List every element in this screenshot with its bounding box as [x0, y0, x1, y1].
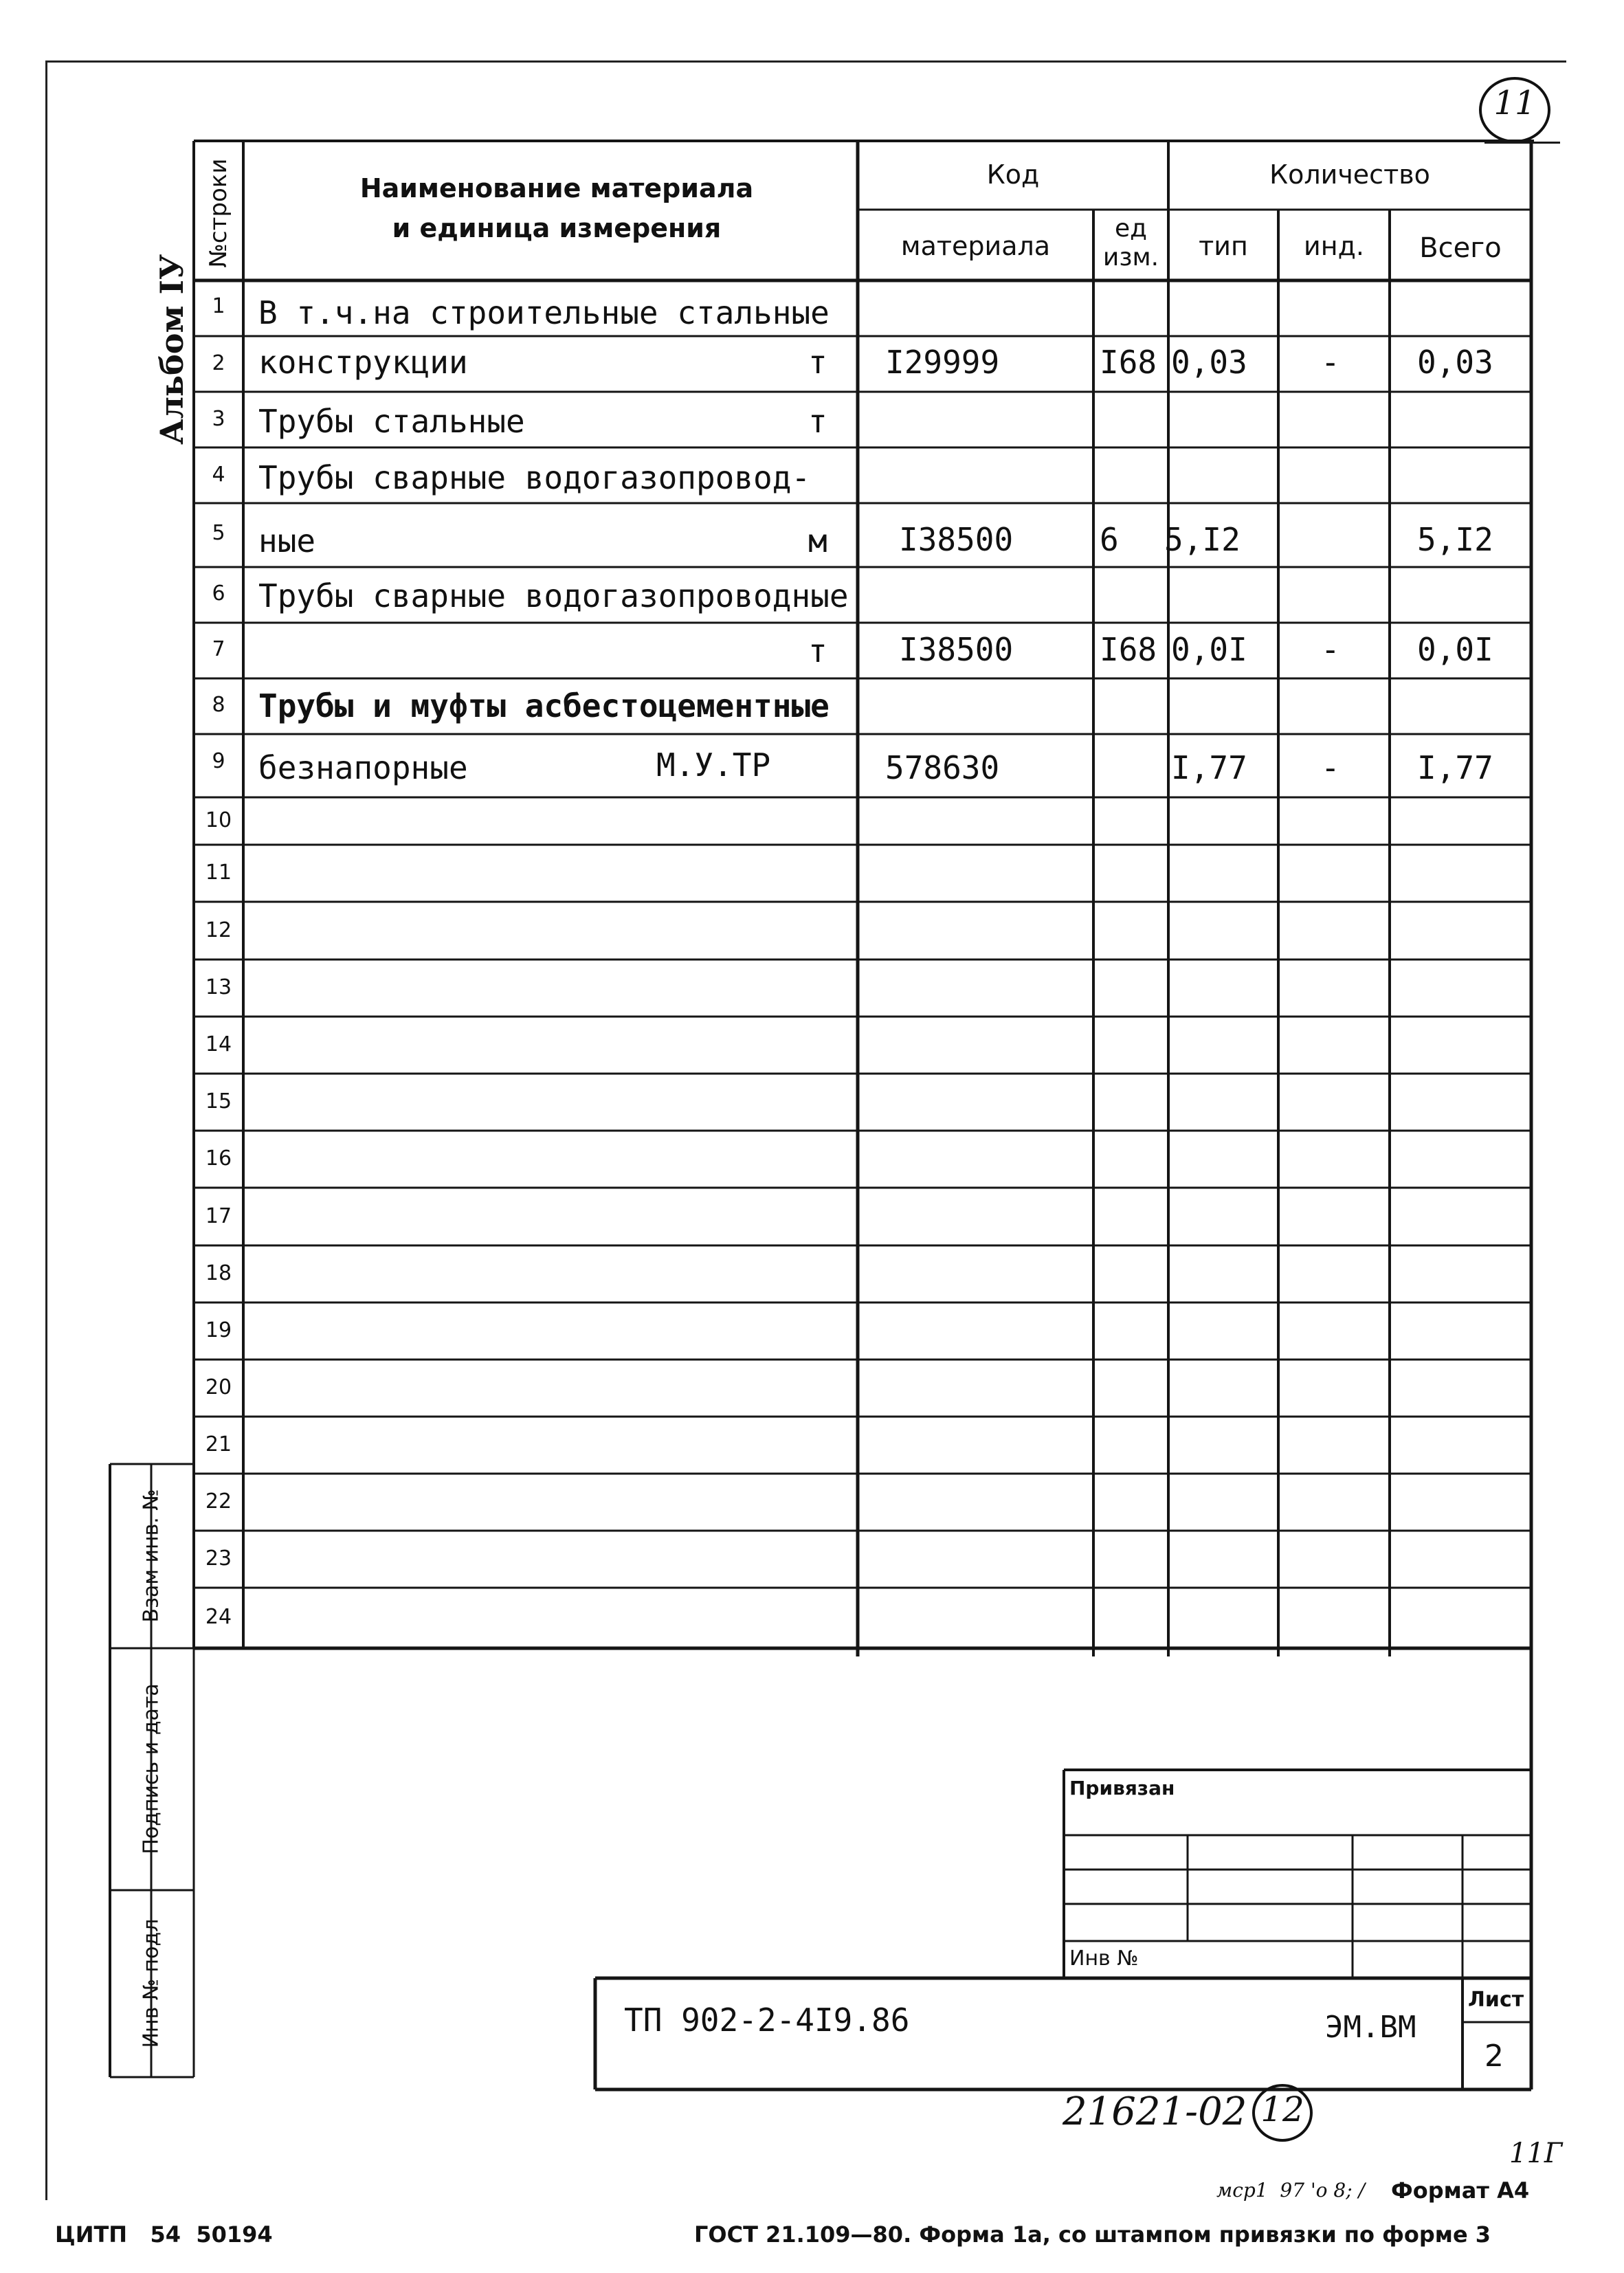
album-label: Альбом IУ — [153, 254, 190, 445]
row-5-tip: 5,I2 — [1164, 521, 1241, 558]
row-7-code: I38500 — [899, 631, 1014, 668]
row-2-unit: т — [808, 344, 827, 381]
row-number-1: 1 — [212, 294, 225, 318]
handwritten-number: 21621-02 — [1063, 2089, 1247, 2134]
header-ind: инд. — [1304, 231, 1364, 261]
row-number-21: 21 — [205, 1432, 232, 1456]
row-7-total: 0,0I — [1417, 631, 1493, 668]
row-number-2: 2 — [212, 351, 225, 375]
row-2-ed: I68 — [1100, 344, 1157, 381]
row-3-unit: т — [808, 403, 827, 440]
stamp-inv-no: Инв № — [1069, 1947, 1139, 1971]
row-number-11: 11 — [205, 861, 232, 885]
stamp-sheet-label: Лист — [1468, 1988, 1524, 2012]
header-code: Код — [986, 159, 1040, 190]
row-4-name: Трубы сварные водогазопровод- — [258, 459, 811, 496]
stamp-mark: ЭМ.ВМ — [1325, 2010, 1416, 2045]
row-5-total: 5,I2 — [1417, 521, 1493, 558]
stamp-privyazan: Привязан — [1069, 1777, 1175, 1799]
row-number-10: 10 — [205, 808, 232, 832]
header-unit-line1: ед — [1114, 214, 1148, 243]
row-number-7: 7 — [212, 637, 225, 661]
row-number-3: 3 — [212, 407, 225, 431]
row-number-18: 18 — [205, 1261, 232, 1285]
header-row-number: №строки — [205, 158, 232, 268]
row-number-6: 6 — [212, 581, 225, 606]
row-9-total: I,77 — [1417, 749, 1493, 786]
row-2-name: конструкции — [258, 344, 468, 381]
handwritten-corner: 11Г — [1509, 2138, 1563, 2169]
page-stamp-number: 11 — [1493, 84, 1536, 122]
footer-gost: ГОСТ 21.109—80. Форма 1а, со штампом привязки по форме 3 — [694, 2221, 1491, 2248]
row-number-19: 19 — [205, 1318, 232, 1342]
row-6-name: Трубы сварные водогазопроводные — [258, 577, 849, 614]
row-7-tip: 0,0I — [1171, 631, 1247, 668]
header-type: тип — [1199, 231, 1248, 261]
row-9-tip: I,77 — [1171, 749, 1247, 786]
row-7-ed: I68 — [1100, 631, 1157, 668]
row-8-name: Трубы и муфты асбестоцементные — [258, 687, 830, 724]
row-number-23: 23 — [205, 1546, 232, 1571]
row-number-17: 17 — [205, 1204, 232, 1228]
footer-small-note: мср1 97 'о 8; / — [1216, 2179, 1366, 2202]
footer-left: ЦИТП 54 50194 — [55, 2221, 273, 2248]
footer-format: Формат А4 — [1391, 2177, 1530, 2204]
row-number-20: 20 — [205, 1375, 232, 1399]
row-number-4: 4 — [212, 463, 225, 487]
row-number-14: 14 — [205, 1032, 232, 1056]
header-name-line1: Наименование материала — [359, 173, 754, 203]
row-2-total: 0,03 — [1417, 344, 1493, 381]
header-name-line2: и единица измерения — [392, 213, 722, 243]
header-total: Всего — [1419, 232, 1502, 264]
row-5-ed: 6 — [1100, 521, 1119, 558]
row-2-tip: 0,03 — [1171, 344, 1247, 381]
row-number-5: 5 — [212, 521, 225, 545]
header-quantity: Количество — [1269, 159, 1430, 190]
row-number-12: 12 — [205, 918, 232, 942]
row-number-22: 22 — [205, 1489, 232, 1514]
row-9-unit: М.У.ТР — [656, 746, 771, 784]
row-5-name: ные — [258, 522, 316, 559]
row-2-code: I29999 — [885, 344, 1000, 381]
header-unit-line2: изм. — [1102, 243, 1159, 271]
stamp-doc-code: ТП 902-2-4I9.86 — [624, 2002, 910, 2039]
row-number-24: 24 — [205, 1605, 232, 1629]
side-label-podpis: Подпись и дата — [139, 1683, 164, 1854]
row-7-ind: - — [1321, 631, 1340, 668]
handwritten-circled-number: 12 — [1260, 2089, 1304, 2129]
row-7-unit: т — [808, 632, 827, 669]
row-9-ind: - — [1321, 749, 1340, 786]
row-number-9: 9 — [212, 749, 225, 773]
row-1-name: В т.ч.на строительные стальные — [258, 294, 830, 331]
row-2-ind: - — [1321, 344, 1340, 381]
row-3-name: Трубы стальные — [258, 403, 525, 440]
row-number-16: 16 — [205, 1146, 232, 1171]
side-label-vzam: Взам инв. № — [139, 1489, 164, 1623]
row-9-name: безнапорные — [258, 749, 468, 786]
row-number-8: 8 — [212, 693, 225, 717]
side-label-inv-podl: Инв № подл — [139, 1918, 164, 2048]
row-9-code: 578630 — [885, 749, 1000, 786]
stamp-sheet-number: 2 — [1484, 2039, 1504, 2074]
row-number-13: 13 — [205, 975, 232, 999]
row-5-unit: м — [808, 522, 827, 559]
row-5-code: I38500 — [899, 521, 1014, 558]
header-material: материала — [900, 231, 1051, 261]
row-number-15: 15 — [205, 1089, 232, 1113]
